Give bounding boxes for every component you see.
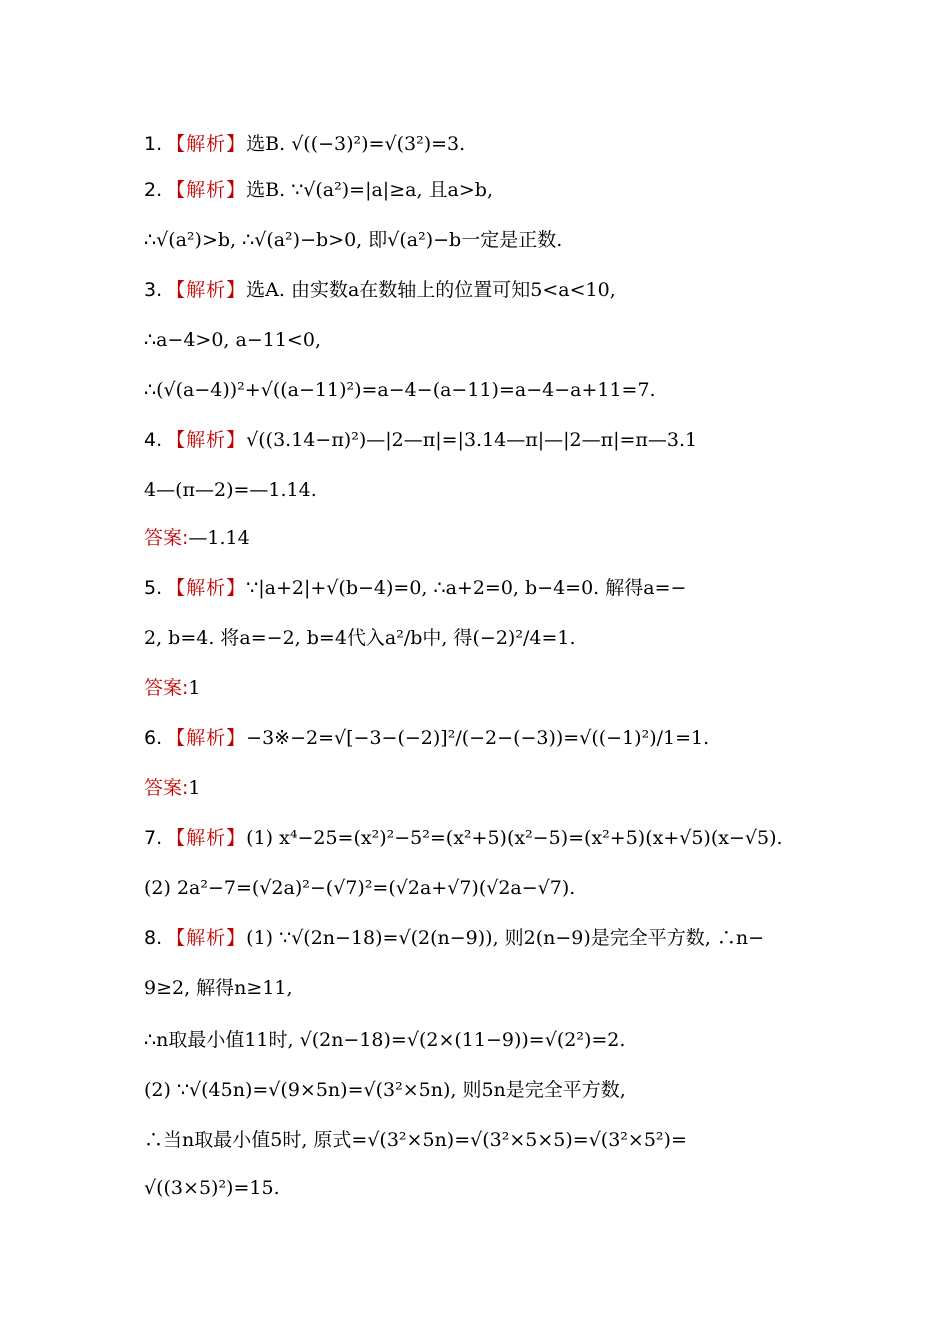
line-text: (2) 2a²−7=(√2a)²−(√7)²=(√2a+√7)(√2a−√7).: [144, 877, 576, 899]
line-text: ∴√(a²)>b, ∴√(a²)−b>0, 即√(a²)−b一定是正数.: [144, 229, 563, 251]
answer-6: [144, 770, 824, 806]
solution-2-line: [144, 172, 824, 208]
answer-value: 1: [188, 777, 201, 799]
line-text: 9≥2, 解得n≥11,: [144, 977, 293, 999]
item-number: 7.: [144, 827, 163, 849]
line-text: 选B. √((−3)²)=√(3²)=3.: [246, 133, 466, 155]
answer-value: —1.14: [188, 527, 250, 549]
analysis-tag: 【解析】: [166, 429, 247, 451]
line-text: ∴a−4>0, a−11<0,: [144, 329, 321, 351]
solution-8-part-2: [144, 1072, 824, 1108]
answer-label: 答案:: [144, 677, 189, 699]
line-text: 4—(π—2)=—1.14.: [144, 479, 317, 501]
item-number: 6.: [144, 727, 163, 749]
line-text: √((3×5)²)=15.: [144, 1177, 280, 1199]
line-text: √((3.14−π)²)—|2—π|=|3.14—π|—|2—π|=π—3.1: [246, 429, 698, 451]
answer-4: [144, 520, 824, 556]
solution-8-line: [144, 920, 824, 956]
answer-label: 答案:: [144, 777, 189, 799]
analysis-tag: 【解析】: [166, 927, 247, 949]
line-text: −3※−2=√[−3−(−2)]²/(−2−(−3))=√((−1)²)/1=1.: [246, 727, 710, 749]
solution-5-continuation: [144, 620, 824, 656]
solution-3-line: [144, 272, 824, 308]
solution-7-line: [144, 820, 824, 856]
line-text: 选B. ∵√(a²)=|a|≥a, 且a>b,: [246, 179, 493, 201]
line-text: ∵|a+2|+√(b−4)=0, ∴a+2=0, b−4=0. 解得a=−: [246, 577, 687, 599]
line-text: 选A. 由实数a在数轴上的位置可知5<a<10,: [246, 279, 616, 301]
answer-label: 答案:: [144, 527, 189, 549]
answer-value: 1: [188, 677, 201, 699]
solution-2-continuation: [144, 222, 824, 258]
solution-8-continuation: [144, 970, 824, 1006]
line-text: 2, b=4. 将a=−2, b=4代入a²/b中, 得(−2)²/4=1.: [144, 627, 576, 649]
solution-3-continuation: [144, 322, 824, 358]
solution-7-part-2: [144, 870, 824, 906]
item-number: 8.: [144, 927, 163, 949]
line-text: ∴n取最小值11时, √(2n−18)=√(2×(11−9))=√(2²)=2.: [144, 1029, 626, 1051]
analysis-tag: 【解析】: [166, 577, 247, 599]
solution-3-result: [144, 372, 824, 408]
line-text: (1) x⁴−25=(x²)²−5²=(x²+5)(x²−5)=(x²+5)(x+√5)(x−√5).: [246, 827, 783, 849]
item-number: 2.: [144, 179, 163, 201]
answer-5: [144, 670, 824, 706]
line-text: (1) ∵√(2n−18)=√(2(n−9)), 则2(n−9)是完全平方数, ∴n−: [246, 927, 765, 949]
solution-5-line: [144, 570, 824, 606]
solution-8-part-2-result: [144, 1170, 824, 1206]
analysis-tag: 【解析】: [166, 179, 247, 201]
item-number: 4.: [144, 429, 163, 451]
item-number: 3.: [144, 279, 163, 301]
analysis-tag: 【解析】: [166, 727, 247, 749]
item-number: 1.: [144, 133, 163, 155]
solution-1-line: [144, 126, 824, 162]
line-text: ∴(√(a−4))²+√((a−11)²)=a−4−(a−11)=a−4−a+11=7.: [144, 379, 656, 401]
solution-4-line: [144, 422, 824, 458]
solution-8-part-2-continuation: [144, 1122, 824, 1158]
analysis-tag: 【解析】: [166, 133, 247, 155]
line-text: (2) ∵√(45n)=√(9×5n)=√(3²×5n), 则5n是完全平方数,: [144, 1079, 626, 1101]
line-text: ∴当n取最小值5时, 原式=√(3²×5n)=√(3²×5×5)=√(3²×5²)=: [144, 1129, 687, 1151]
analysis-tag: 【解析】: [166, 827, 247, 849]
solution-8-part-1-result: [144, 1022, 824, 1058]
solution-4-continuation: [144, 472, 824, 508]
solution-6-line: [144, 720, 824, 756]
item-number: 5.: [144, 577, 163, 599]
analysis-tag: 【解析】: [166, 279, 247, 301]
